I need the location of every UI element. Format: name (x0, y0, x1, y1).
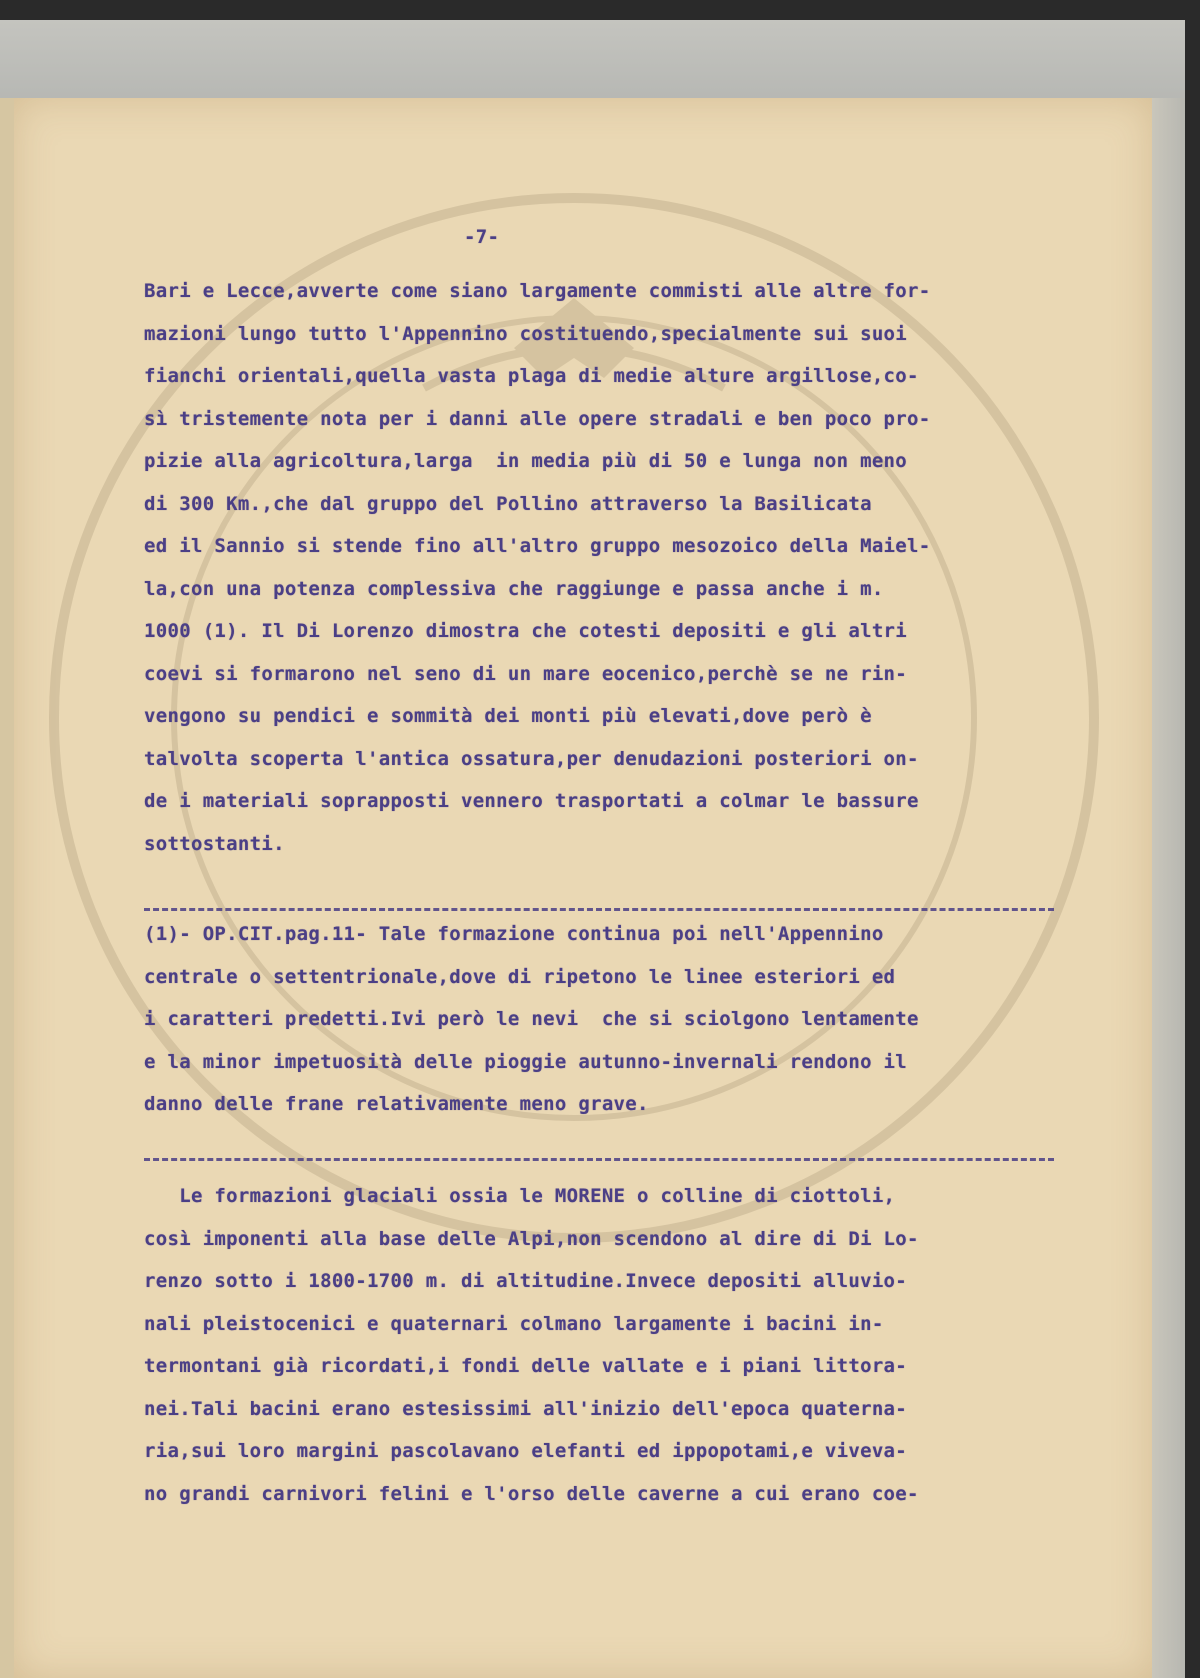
footnote-separator (144, 908, 1054, 911)
footnote-end-separator (144, 1158, 1054, 1161)
body-text-line: di 300 Km.,che dal gruppo del Pollino attraverso la Basilicata (144, 492, 872, 515)
body-text-line: coevi si formarono nel seno di un mare eocenico,perchè se ne rin- (144, 662, 908, 685)
typewritten-page (14, 98, 1152, 1678)
body-text-line: talvolta scoperta l'antica ossatura,per denudazioni posteriori on- (144, 747, 919, 770)
page-right-edge (1152, 98, 1185, 1678)
continuation-text-line: ria,sui loro margini pascolavano elefanti ed ippopotami,e viveva- (144, 1440, 908, 1462)
body-text-line: la,con una potenza complessiva che raggiunge e passa anche i m. (144, 577, 884, 600)
body-text-line: sottostanti. (144, 832, 285, 855)
continuation-text-line: nali pleistocenici e quaternari colmano largamente i bacini in- (144, 1312, 884, 1335)
body-text-line: de i materiali soprapposti vennero trasportati a colmar le bassure (144, 790, 919, 812)
continuation-text-line: Le formazioni glaciali ossia le MORENE o colline di ciottoli, (144, 1185, 896, 1207)
page-left-edge (0, 98, 15, 1678)
footnote-text-line: (1)- OP.CIT.pag.11- Tale formazione continua poi nell'Appennino (144, 923, 884, 945)
footnote-text-line: danno delle frane relativamente meno grave. (144, 1093, 649, 1115)
continuation-text-line: termontani già ricordati,i fondi delle vallate e i piani littora- (144, 1355, 908, 1377)
body-text-line: ed il Sannio si stende fino all'altro gruppo mesozoico della Maiel- (144, 535, 931, 557)
footnote-text-line: i caratteri predetti.Ivi però le nevi che si sciolgono lentamente (144, 1008, 919, 1030)
body-text-line: Bari e Lecce,avverte come siano largamente commisti alle altre for- (144, 280, 931, 302)
body-text-line: pizie alla agricoltura,larga in media più di 50 e lunga non meno (144, 450, 908, 472)
body-text-line: mazioni lungo tutto l'Appennino costituendo,specialmente sui suoi (144, 322, 908, 345)
continuation-text-line: renzo sotto i 1800-1700 m. di altitudine.Invece depositi alluvio- (144, 1270, 908, 1292)
footnote-text-line: e la minor impetuosità delle pioggie autunno-invernali rendono il (144, 1050, 908, 1073)
body-text-line: sì tristemente nota per i danni alle opere stradali e ben poco pro- (144, 407, 931, 430)
body-text-line: fianchi orientali,quella vasta plaga di medie alture argillose,co- (144, 365, 919, 387)
continuation-text-line: così imponenti alla base delle Alpi,non scendono al dire di Di Lo- (144, 1227, 919, 1250)
body-text-line: vengono su pendici e sommità dei monti più elevati,dove però è (144, 705, 872, 727)
continuation-text-line: no grandi carnivori felini e l'orso delle caverne a cui erano coe- (144, 1482, 919, 1505)
page-text (14, 98, 1152, 1678)
folder-top-strip (0, 20, 1185, 110)
continuation-text-line: nei.Tali bacini erano estesissimi all'inizio dell'epoca quaterna- (144, 1397, 908, 1420)
footnote-text-line: centrale o settentrionale,dove di ripetono le linee esteriori ed (144, 965, 896, 988)
page-number: -7- (464, 226, 500, 248)
body-text-line: 1000 (1). Il Di Lorenzo dimostra che cotesti depositi e gli altri (144, 620, 908, 642)
